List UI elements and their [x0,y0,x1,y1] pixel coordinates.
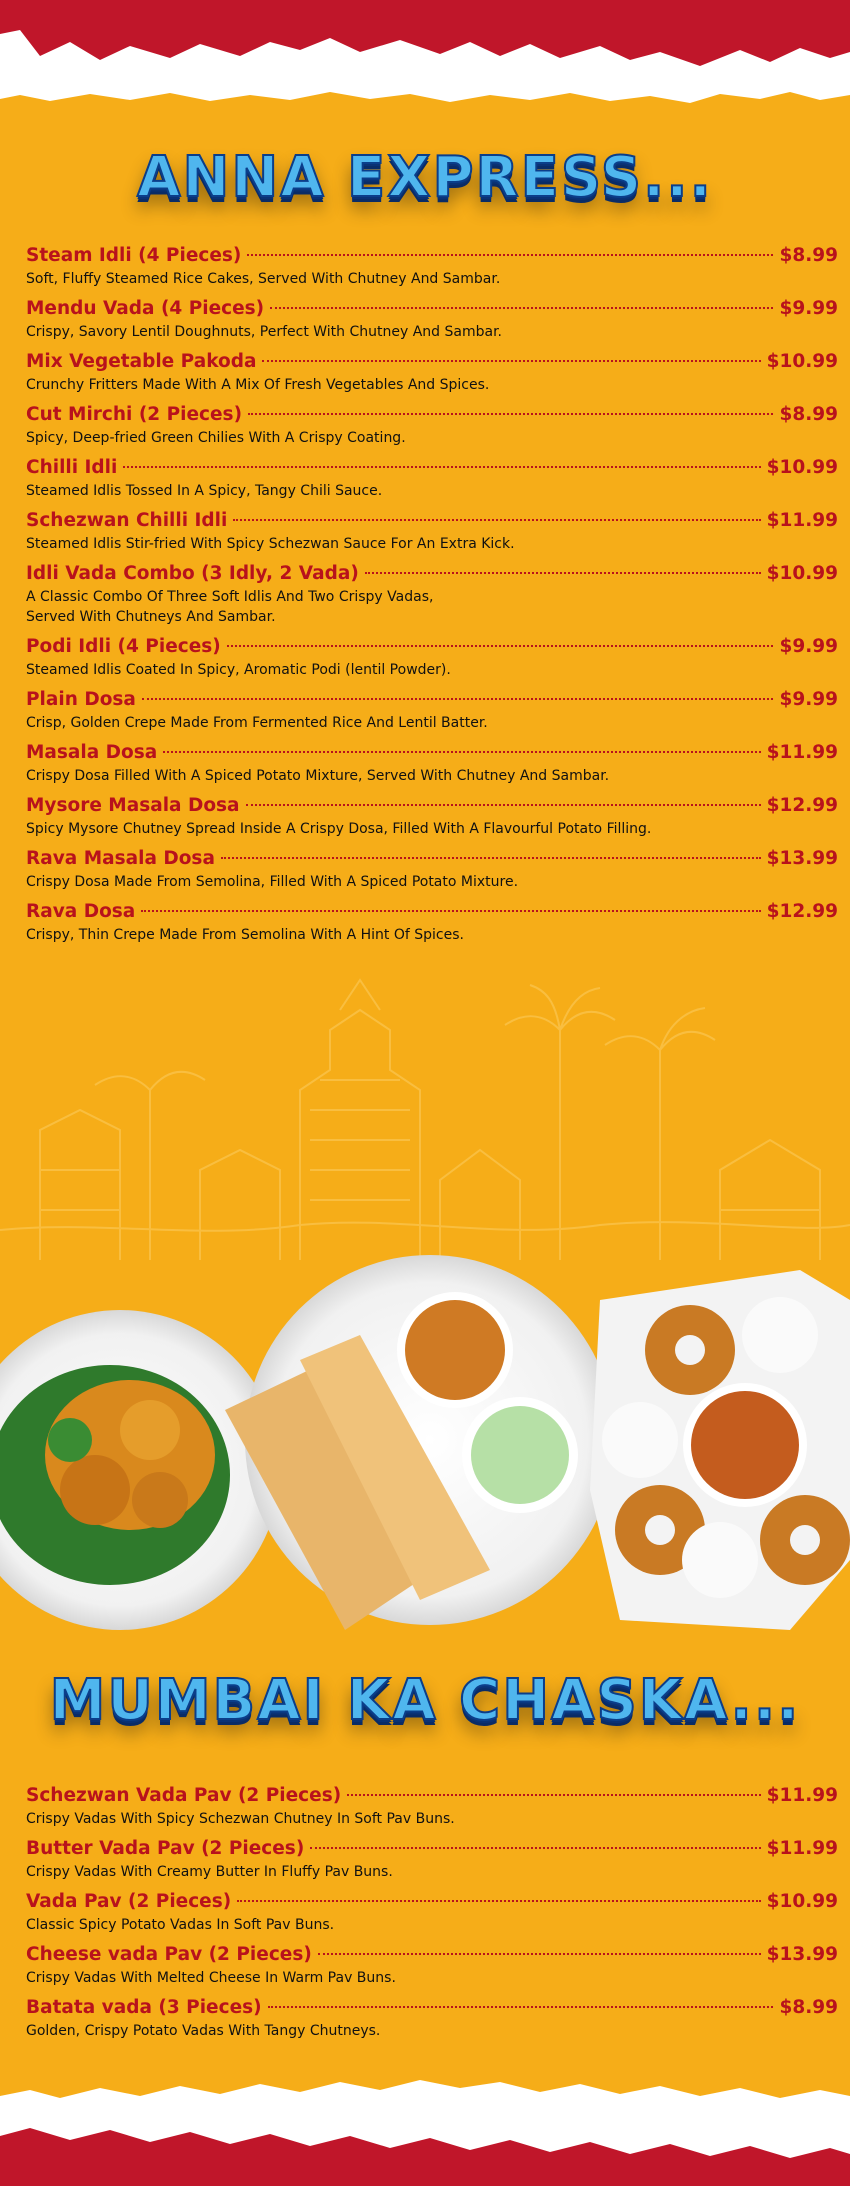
item-price: $9.99 [779,298,838,319]
item-description: Golden, Crispy Potato Vadas With Tangy Chutneys. [26,2023,381,2039]
menu-item [26,454,838,501]
dot-leader [221,857,761,859]
item-price: $13.99 [766,1944,838,1965]
item-description: Crispy Vadas With Melted Cheese In Warm Pav Buns. [26,1970,396,1986]
dot-leader [233,519,760,521]
item-description: Spicy Mysore Chutney Spread Inside A Crispy Dosa, Filled With A Flavourful Potato Filling. [26,821,652,837]
item-description: Spicy, Deep-fried Green Chilies With A Crispy Coating. [26,430,406,446]
item-name: Butter Vada Pav (2 Pieces) [26,1838,305,1859]
dot-leader [262,360,760,362]
item-description: Classic Spicy Potato Vadas In Soft Pav Buns. [26,1917,335,1933]
section-heading-anna-express: ANNA EXPRESS... [137,145,713,210]
item-description: Steamed Idlis Stir-fried With Spicy Schezwan Sauce For An Extra Kick. [26,536,515,552]
temple-line-art-decoration [0,970,850,1270]
anna-express-menu-list [26,242,838,951]
item-name: Mix Vegetable Pakoda [26,351,257,372]
dot-leader [142,698,774,700]
item-name: Batata vada (3 Pieces) [26,1997,262,2018]
item-description: Crispy, Thin Crepe Made From Semolina With A Hint Of Spices. [26,927,464,943]
item-price: $10.99 [766,351,838,372]
menu-item [26,348,838,395]
item-price: $12.99 [766,795,838,816]
item-name: Cut Mirchi (2 Pieces) [26,404,243,425]
menu-item [26,1782,838,1829]
menu-item [26,295,838,342]
item-name: Podi Idli (4 Pieces) [26,636,221,657]
dot-leader [123,466,760,468]
item-price: $10.99 [766,1891,838,1912]
menu-item [26,401,838,448]
item-price: $12.99 [766,901,838,922]
dot-leader [310,1847,760,1849]
item-price: $9.99 [779,689,838,710]
dot-leader [365,572,761,574]
pakoda-plate-image [0,1310,280,1630]
item-description: A Classic Combo Of Three Soft Idlis And Two Crispy Vadas, Served With Chutneys And Sambar. [26,589,434,625]
item-name: Schezwan Vada Pav (2 Pieces) [26,1785,342,1806]
dot-leader [248,413,773,415]
item-price: $8.99 [779,245,838,266]
item-name: Steam Idli (4 Pieces) [26,245,242,266]
item-price: $11.99 [766,742,838,763]
item-name: Plain Dosa [26,689,136,710]
dot-leader [227,645,774,647]
item-price: $13.99 [766,848,838,869]
item-name: Rava Masala Dosa [26,848,215,869]
item-name: Mysore Masala Dosa [26,795,240,816]
item-description: Steamed Idlis Coated In Spicy, Aromatic Podi (lentil Powder). [26,662,451,678]
menu-item [26,242,838,289]
dot-leader [163,751,760,753]
menu-item [26,1888,838,1935]
item-price: $11.99 [766,1838,838,1859]
item-name: Rava Dosa [26,901,136,922]
dot-leader [237,1900,760,1902]
dot-leader [246,804,761,806]
idli-vada-plate-image [590,1270,850,1630]
menu-item [26,633,838,680]
item-name: Idli Vada Combo (3 Idly, 2 Vada) [26,563,359,584]
item-description: Steamed Idlis Tossed In A Spicy, Tangy Chili Sauce. [26,483,383,499]
item-name: Cheese vada Pav (2 Pieces) [26,1944,312,1965]
dosa-plate-image [225,1255,615,1630]
item-name: Masala Dosa [26,742,158,763]
item-description: Crispy Vadas With Spicy Schezwan Chutney In Soft Pav Buns. [26,1811,455,1827]
item-name: Chilli Idli [26,457,118,478]
menu-item [26,898,838,945]
item-name: Schezwan Chilli Idli [26,510,228,531]
item-price: $9.99 [779,636,838,657]
menu-item [26,792,838,839]
item-description: Crispy Vadas With Creamy Butter In Fluffy Pav Buns. [26,1864,393,1880]
menu-item [26,507,838,554]
item-description: Crispy Dosa Made From Semolina, Filled With A Spiced Potato Mixture. [26,874,519,890]
menu-item [26,1941,838,1988]
item-description: Crisp, Golden Crepe Made From Fermented Rice And Lentil Batter. [26,715,488,731]
dot-leader [347,1794,760,1796]
mumbai-ka-chaska-menu-list [26,1782,838,2047]
item-price: $8.99 [779,1997,838,2018]
menu-item [26,560,838,627]
torn-paper-top-border [0,0,850,130]
dot-leader [268,2006,774,2008]
menu-item [26,686,838,733]
item-price: $11.99 [766,510,838,531]
dot-leader [247,254,773,256]
item-description: Crispy Dosa Filled With A Spiced Potato Mixture, Served With Chutney And Sambar. [26,768,610,784]
item-name: Vada Pav (2 Pieces) [26,1891,232,1912]
section-heading-mumbai-ka-chaska: MUMBAI KA CHASKA... [49,1668,801,1733]
torn-paper-bottom-border [0,2076,850,2186]
item-description: Crispy, Savory Lentil Doughnuts, Perfect With Chutney And Sambar. [26,324,502,340]
dot-leader [318,1953,761,1955]
item-price: $11.99 [766,1785,838,1806]
item-description: Crunchy Fritters Made With A Mix Of Fresh Vegetables And Spices. [26,377,490,393]
dot-leader [141,910,760,912]
menu-item [26,1994,838,2041]
food-plates-illustration [0,1240,850,1660]
item-price: $8.99 [779,404,838,425]
item-price: $10.99 [766,563,838,584]
item-name: Mendu Vada (4 Pieces) [26,298,265,319]
item-description: Soft, Fluffy Steamed Rice Cakes, Served With Chutney And Sambar. [26,271,501,287]
item-price: $10.99 [766,457,838,478]
dot-leader [270,307,773,309]
menu-item [26,739,838,786]
menu-item [26,845,838,892]
menu-item [26,1835,838,1882]
